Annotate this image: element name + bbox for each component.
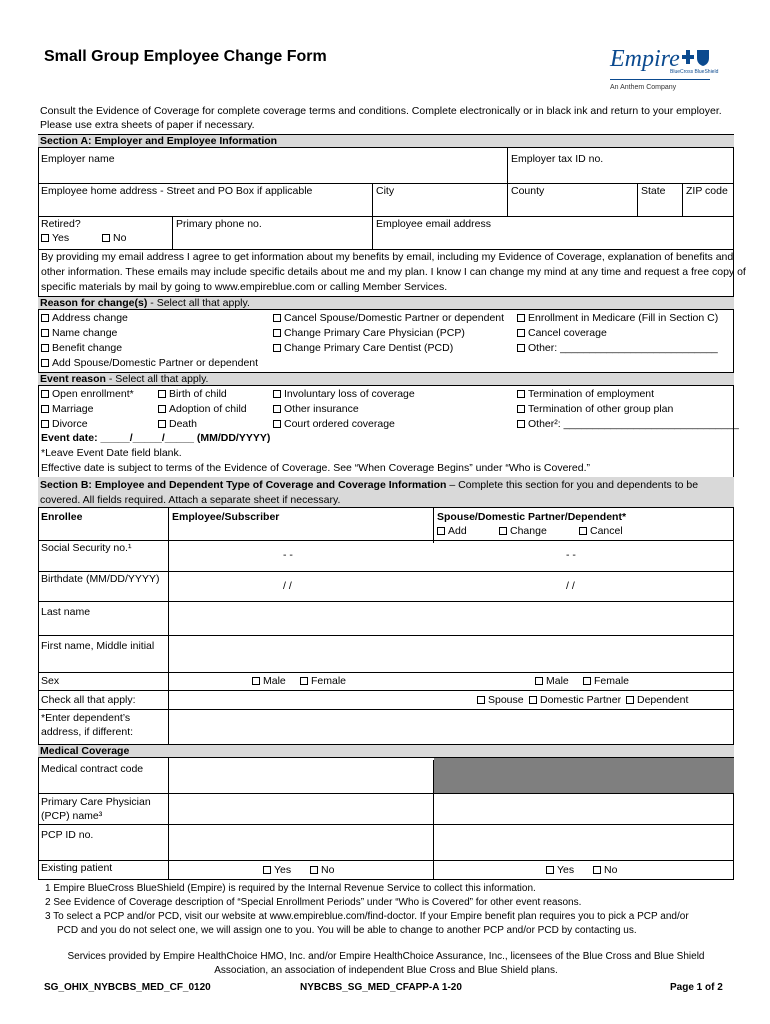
option-label: Yes <box>557 864 575 876</box>
dependent-address-label: *Enter dependent’s <box>41 712 131 724</box>
dependent-cancel-option[interactable] <box>579 525 623 538</box>
logo-divider <box>610 79 710 80</box>
city-label: City <box>376 185 395 197</box>
employee-subscriber-header: Employee/Subscriber <box>172 511 280 523</box>
birthdate-label: Birthdate (MM/DD/YYYY) <box>41 573 160 585</box>
checkbox[interactable] <box>583 677 591 685</box>
option-label: Termination of other group plan <box>528 403 674 415</box>
footnote: 3 To select a PCP and/or PCD, visit our website at www.empireblue.com/find-doctor. If your Empire benefit plan requires you to pick a PCP and/or <box>45 911 689 922</box>
enrollee-header: Enrollee <box>41 511 83 523</box>
sex-label: Sex <box>41 675 60 687</box>
option-label: Spouse <box>488 694 524 706</box>
checkbox[interactable] <box>41 329 49 337</box>
employee-existing-no[interactable] <box>310 864 334 877</box>
dependent-birthdate-field[interactable]: / / <box>566 580 575 592</box>
event-other[interactable] <box>517 418 739 431</box>
event-involuntary-loss[interactable] <box>273 388 415 401</box>
existing-patient-label: Existing patient <box>41 862 113 874</box>
option-label: Add <box>448 525 467 537</box>
option-label: No <box>113 232 127 244</box>
reason-medicare[interactable] <box>517 312 718 325</box>
checkbox[interactable] <box>41 314 49 322</box>
option-label: Other: ___________________________ <box>528 342 718 354</box>
footnote: 1 Empire BlueCross BlueShield (Empire) is required by the Internal Revenue Service to collect this information. <box>45 883 536 894</box>
reason-address-change[interactable] <box>41 312 128 325</box>
checkbox[interactable] <box>252 677 260 685</box>
footnote: PCD and you do not select one, we will assign one to you. You will be able to change to another PCP and/or PCD by contacting us. <box>57 925 637 936</box>
event-divorce[interactable] <box>41 418 88 431</box>
employer-name-label: Employer name <box>41 153 115 165</box>
option-label: Enrollment in Medicare (Fill in Section C) <box>528 312 719 324</box>
effective-date-note: Effective date is subject to terms of the Evidence of Coverage. See “When Coverage Begins” under “Who is Covered.” <box>41 462 590 474</box>
last-name-label: Last name <box>41 606 91 618</box>
retired-yes-option[interactable] <box>41 232 69 245</box>
event-termination-other-plan[interactable] <box>517 403 673 416</box>
option-label: Male <box>546 675 569 687</box>
checkbox[interactable] <box>300 677 308 685</box>
option-label: Cancel Spouse/Domestic Partner or dependent <box>284 312 505 324</box>
reason-change-pcp[interactable] <box>273 327 465 340</box>
check-all-label: Check all that apply: <box>41 694 136 706</box>
option-label: Marriage <box>52 403 94 415</box>
pcp-name-label: Primary Care Physician <box>41 796 151 808</box>
checkbox[interactable] <box>273 405 281 413</box>
section-b-title: Section B: Employee and Dependent Type of Coverage and Coverage Information <box>40 479 447 491</box>
event-court-ordered[interactable] <box>273 418 395 431</box>
section-b-instructions: covered. All fields required. Attach a separate sheet if necessary. <box>40 494 341 506</box>
dependent-male-option[interactable] <box>535 675 569 688</box>
home-address-label: Employee home address - Street and PO Box if applicable <box>41 185 313 197</box>
option-label: Benefit change <box>52 342 123 354</box>
checkbox[interactable] <box>310 866 318 874</box>
option-label: Open enrollment* <box>52 388 134 400</box>
reason-header <box>38 296 734 310</box>
dependent-female-option[interactable] <box>583 675 629 688</box>
event-note: *Leave Event Date field blank. <box>41 447 182 459</box>
employee-birthdate-field[interactable]: / / <box>283 580 292 592</box>
option-label: Change Primary Care Physician (PCP) <box>284 327 465 339</box>
checkbox[interactable] <box>517 405 525 413</box>
pcp-name-label: (PCP) name³ <box>41 810 103 822</box>
spouse-dependent-header: Spouse/Domestic Partner/Dependent* <box>437 511 627 523</box>
footnote: 2 See Evidence of Coverage description of “Special Enrollment Periods” under “Who is Covered” for other event reasons. <box>45 897 582 908</box>
checkbox[interactable] <box>593 866 601 874</box>
intro-line: Please use extra sheets of paper if necessary. <box>40 119 255 131</box>
relation-spouse-option[interactable] <box>477 694 524 707</box>
medical-coverage-header: Medical Coverage <box>38 744 734 758</box>
checkbox[interactable] <box>41 390 49 398</box>
checkbox[interactable] <box>626 696 634 704</box>
checkbox[interactable] <box>517 390 525 398</box>
option-label: Female <box>311 675 347 687</box>
event-subtitle: - Select all that apply. <box>105 373 209 385</box>
option-label: Address change <box>52 312 128 324</box>
checkbox[interactable] <box>499 527 507 535</box>
reason-benefit-change[interactable] <box>41 342 122 355</box>
email-consent-line: specific materials by mail by going to www.empireblue.com or calling Member Services. <box>41 281 448 293</box>
checkbox[interactable] <box>517 329 525 337</box>
disclaimer: Association, an association of independent Blue Cross and Blue Shield plans. <box>214 965 558 976</box>
form-code-left: SG_OHIX_NYBCBS_MED_CF_0120 <box>44 982 211 993</box>
reason-add-dependent[interactable] <box>41 357 258 370</box>
employee-male-option[interactable] <box>252 675 286 688</box>
checkbox[interactable] <box>102 234 110 242</box>
checkbox[interactable] <box>477 696 485 704</box>
employee-female-option[interactable] <box>300 675 346 688</box>
option-label: Death <box>169 418 198 430</box>
option-label: Court ordered coverage <box>284 418 395 430</box>
reason-cancel-coverage[interactable] <box>517 327 607 340</box>
form-title: Small Group Employee Change Form <box>44 48 327 65</box>
option-label: Change <box>510 525 547 537</box>
reason-cancel-dependent[interactable] <box>273 312 504 325</box>
dependent-add-option[interactable] <box>437 525 467 538</box>
section-b-title-line <box>40 479 698 492</box>
event-birth[interactable] <box>158 388 227 401</box>
option-label: Other insurance <box>284 403 359 415</box>
section-a-header: Section A: Employer and Employee Information <box>38 134 734 148</box>
pcp-id-label: PCP ID no. <box>41 829 94 841</box>
option-label: No <box>604 864 618 876</box>
email-label: Employee email address <box>376 218 491 230</box>
option-label: Termination of employment <box>528 388 655 400</box>
checkbox[interactable] <box>41 344 49 352</box>
email-consent-line: other information. These emails may include specific details about me and my plan. I know I can change my mind at any time and request a free copy of <box>41 266 746 278</box>
dependent-existing-yes[interactable] <box>546 864 574 877</box>
option-label: Domestic Partner <box>540 694 622 706</box>
medical-contract-code-label: Medical contract code <box>41 763 144 775</box>
option-label: Male <box>263 675 286 687</box>
first-name-label: First name, Middle initial <box>41 640 155 652</box>
checkbox[interactable] <box>579 527 587 535</box>
relation-domestic-partner-option[interactable] <box>529 694 621 707</box>
dependent-change-option[interactable] <box>499 525 547 538</box>
event-other-insurance[interactable] <box>273 403 359 416</box>
zip-label: ZIP code <box>686 185 728 197</box>
shaded-cell <box>434 758 734 793</box>
checkbox[interactable] <box>158 405 166 413</box>
page-number: Page 1 of 2 <box>670 982 723 993</box>
option-label: Cancel coverage <box>528 327 607 339</box>
option-label: Change Primary Care Dentist (PCD) <box>284 342 454 354</box>
logo-tagline: An Anthem Company <box>610 84 677 91</box>
checkbox[interactable] <box>41 359 49 367</box>
checkbox[interactable] <box>158 420 166 428</box>
checkbox[interactable] <box>517 344 525 352</box>
option-label: Name change <box>52 327 118 339</box>
checkbox[interactable] <box>273 329 281 337</box>
option-label: Add Spouse/Domestic Partner or dependent <box>52 357 259 369</box>
dependent-existing-no[interactable] <box>593 864 617 877</box>
reason-change-pcd[interactable] <box>273 342 453 355</box>
option-label: Other²: ______________________________ <box>528 418 739 430</box>
checkbox[interactable] <box>41 234 49 242</box>
checkbox[interactable] <box>273 390 281 398</box>
checkbox[interactable] <box>273 314 281 322</box>
cross-shield-icon <box>682 48 710 66</box>
employee-ssn-field[interactable]: - - <box>283 549 293 561</box>
checkbox[interactable] <box>535 677 543 685</box>
event-adoption[interactable] <box>158 403 247 416</box>
dependent-address-label: address, if different: <box>41 726 134 738</box>
checkbox[interactable] <box>273 420 281 428</box>
checkbox[interactable] <box>529 696 537 704</box>
event-death[interactable] <box>158 418 197 431</box>
event-title: Event reason <box>40 373 106 385</box>
checkbox[interactable] <box>437 527 445 535</box>
event-date-field[interactable]: Event date: _____/_____/_____ (MM/DD/YYYY) <box>41 432 271 444</box>
state-label: State <box>641 185 666 197</box>
option-label: Cancel <box>590 525 623 537</box>
checkbox[interactable] <box>517 314 525 322</box>
disclaimer: Services provided by Empire HealthChoice HMO, Inc. and/or Empire HealthChoice Assurance, Inc., licensees of the Blue Cross and Blue Shield <box>67 951 705 962</box>
option-label: Birth of child <box>169 388 227 400</box>
checkbox[interactable] <box>41 420 49 428</box>
option-label: Divorce <box>52 418 88 430</box>
intro-text <box>40 104 740 132</box>
event-open-enrollment[interactable] <box>41 388 134 401</box>
retired-no-option[interactable] <box>102 232 126 245</box>
employee-existing-yes[interactable] <box>263 864 291 877</box>
checkbox[interactable] <box>273 344 281 352</box>
option-label: Involuntary loss of coverage <box>284 388 415 400</box>
option-label: Female <box>594 675 630 687</box>
reason-subtitle: - Select all that apply. <box>147 297 250 309</box>
option-label: No <box>321 864 335 876</box>
option-label: Yes <box>274 864 292 876</box>
event-header <box>38 372 734 386</box>
option-label: Yes <box>52 232 70 244</box>
checkbox[interactable] <box>546 866 554 874</box>
logo-brand: Empire <box>610 46 680 72</box>
checkbox[interactable] <box>263 866 271 874</box>
ssn-label: Social Security no.¹ <box>41 542 132 554</box>
option-label: Adoption of child <box>169 403 247 415</box>
logo-subbrand: BlueCross BlueShield <box>670 69 719 75</box>
dependent-ssn-field[interactable]: - - <box>566 549 576 561</box>
retired-label: Retired? <box>41 218 81 230</box>
relation-dependent-option[interactable] <box>626 694 688 707</box>
section-b-instructions: – Complete this section for you and dependents to be <box>446 479 699 491</box>
checkbox[interactable] <box>41 405 49 413</box>
county-label: County <box>511 185 545 197</box>
email-consent-line: By providing my email address I agree to get information about my benefits by email, including my Evidence of Coverage, explanation of benefits and <box>41 251 734 263</box>
employer-tax-id-label: Employer tax ID no. <box>511 153 604 165</box>
event-termination-employment[interactable] <box>517 388 654 401</box>
reason-title: Reason for change(s) <box>40 297 148 309</box>
reason-other[interactable] <box>517 342 718 355</box>
option-label: Dependent <box>637 694 689 706</box>
checkbox[interactable] <box>517 420 525 428</box>
reason-name-change[interactable] <box>41 327 117 340</box>
intro-line: Consult the Evidence of Coverage for complete coverage terms and conditions. Complete electronically or in black ink and return to your employer. <box>40 105 722 117</box>
form-code-center: NYBCBS_SG_MED_CFAPP-A 1-20 <box>300 982 462 993</box>
phone-label: Primary phone no. <box>176 218 262 230</box>
event-marriage[interactable] <box>41 403 93 416</box>
checkbox[interactable] <box>158 390 166 398</box>
